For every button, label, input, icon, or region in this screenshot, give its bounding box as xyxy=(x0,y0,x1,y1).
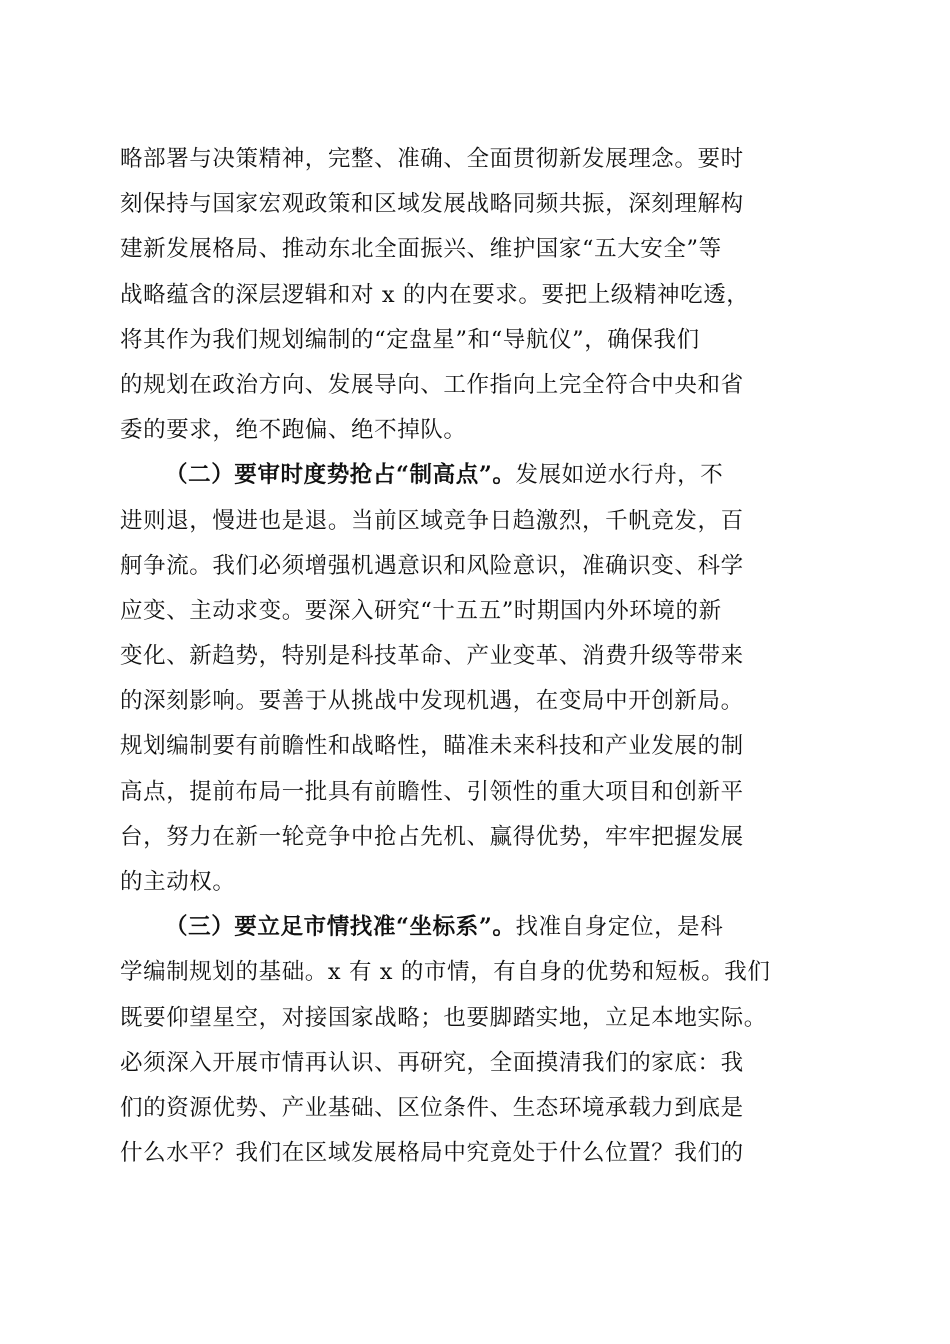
text-line: 应变、主动求变。要深入研究“十五五”时期国内外环境的新 xyxy=(120,597,722,624)
text-line: 委的要求，绝不跑偏、绝不掉队。 xyxy=(120,417,467,444)
document-body xyxy=(120,137,832,1176)
text-line: 战略蕴含的深层逻辑和对 x 的内在要求。要把上级精神吃透， xyxy=(120,281,750,308)
text-line: 必须深入开展市情再认识、再研究，全面摸清我们的家底：我 xyxy=(120,1049,744,1076)
text-line: 略部署与决策精神，完整、准确、全面贯彻新发展理念。要时 xyxy=(120,146,744,172)
text-line: 建新发展格局、推动东北全面振兴、维护国家“五大安全”等 xyxy=(120,236,722,263)
text-line: 规划编制要有前瞻性和战略性，瞄准未来科技和产业发展的制 xyxy=(120,733,744,760)
text-line: 既要仰望星空，对接国家战略；也要脚踏实地，立足本地实际。 xyxy=(120,1004,767,1031)
paragraph-first-line xyxy=(120,453,832,498)
text-line: 进则退，慢进也是退。当前区域竞争日趋激烈，千帆竞发，百 xyxy=(120,507,744,534)
paragraph-first-line xyxy=(120,905,832,950)
text-line: 将其作为我们规划编制的“定盘星”和“导航仪”，确保我们 xyxy=(120,326,700,353)
text-line: 们的资源优势、产业基础、区位条件、生态环境承载力到底是 xyxy=(120,1094,744,1121)
text-line: 的深刻影响。要善于从挑战中发现机遇，在变局中开创新局。 xyxy=(120,688,744,715)
text-line: 刻保持与国家宏观政策和区域发展战略同频共振，深刻理解构 xyxy=(120,191,744,218)
text-line: 台，努力在新一轮竞争中抢占先机、赢得优势，牢牢把握发展 xyxy=(120,823,744,850)
text-line: 的主动权。 xyxy=(120,869,236,895)
text-line: 什么水平？我们在区域发展格局中究竟处于什么位置？我们的 xyxy=(120,1140,744,1167)
text-line: 高点，提前布局一批具有前瞻性、引领性的重大项目和创新平 xyxy=(120,778,744,805)
text-line: 学编制规划的基础。x 有 x 的市情，有自身的优势和短板。我们 xyxy=(120,959,771,986)
text-line: 变化、新趋势，特别是科技革命、产业变革、消费升级等带来 xyxy=(120,643,744,670)
section-heading-3: （三）要立足市情找准“坐标系”。 xyxy=(165,914,516,941)
text-line: 舸争流。我们必须增强机遇意识和风险意识，准确识变、科学 xyxy=(120,552,744,579)
text-line: 的规划在政治方向、发展导向、工作指向上完全符合中央和省 xyxy=(120,371,744,398)
section-heading-2: （二）要审时度势抢占“制高点”。 xyxy=(165,462,516,489)
paragraph-lead-text: 发展如逆水行舟，不 xyxy=(515,462,724,489)
paragraph-lead-text: 找准自身定位，是科 xyxy=(515,914,724,941)
